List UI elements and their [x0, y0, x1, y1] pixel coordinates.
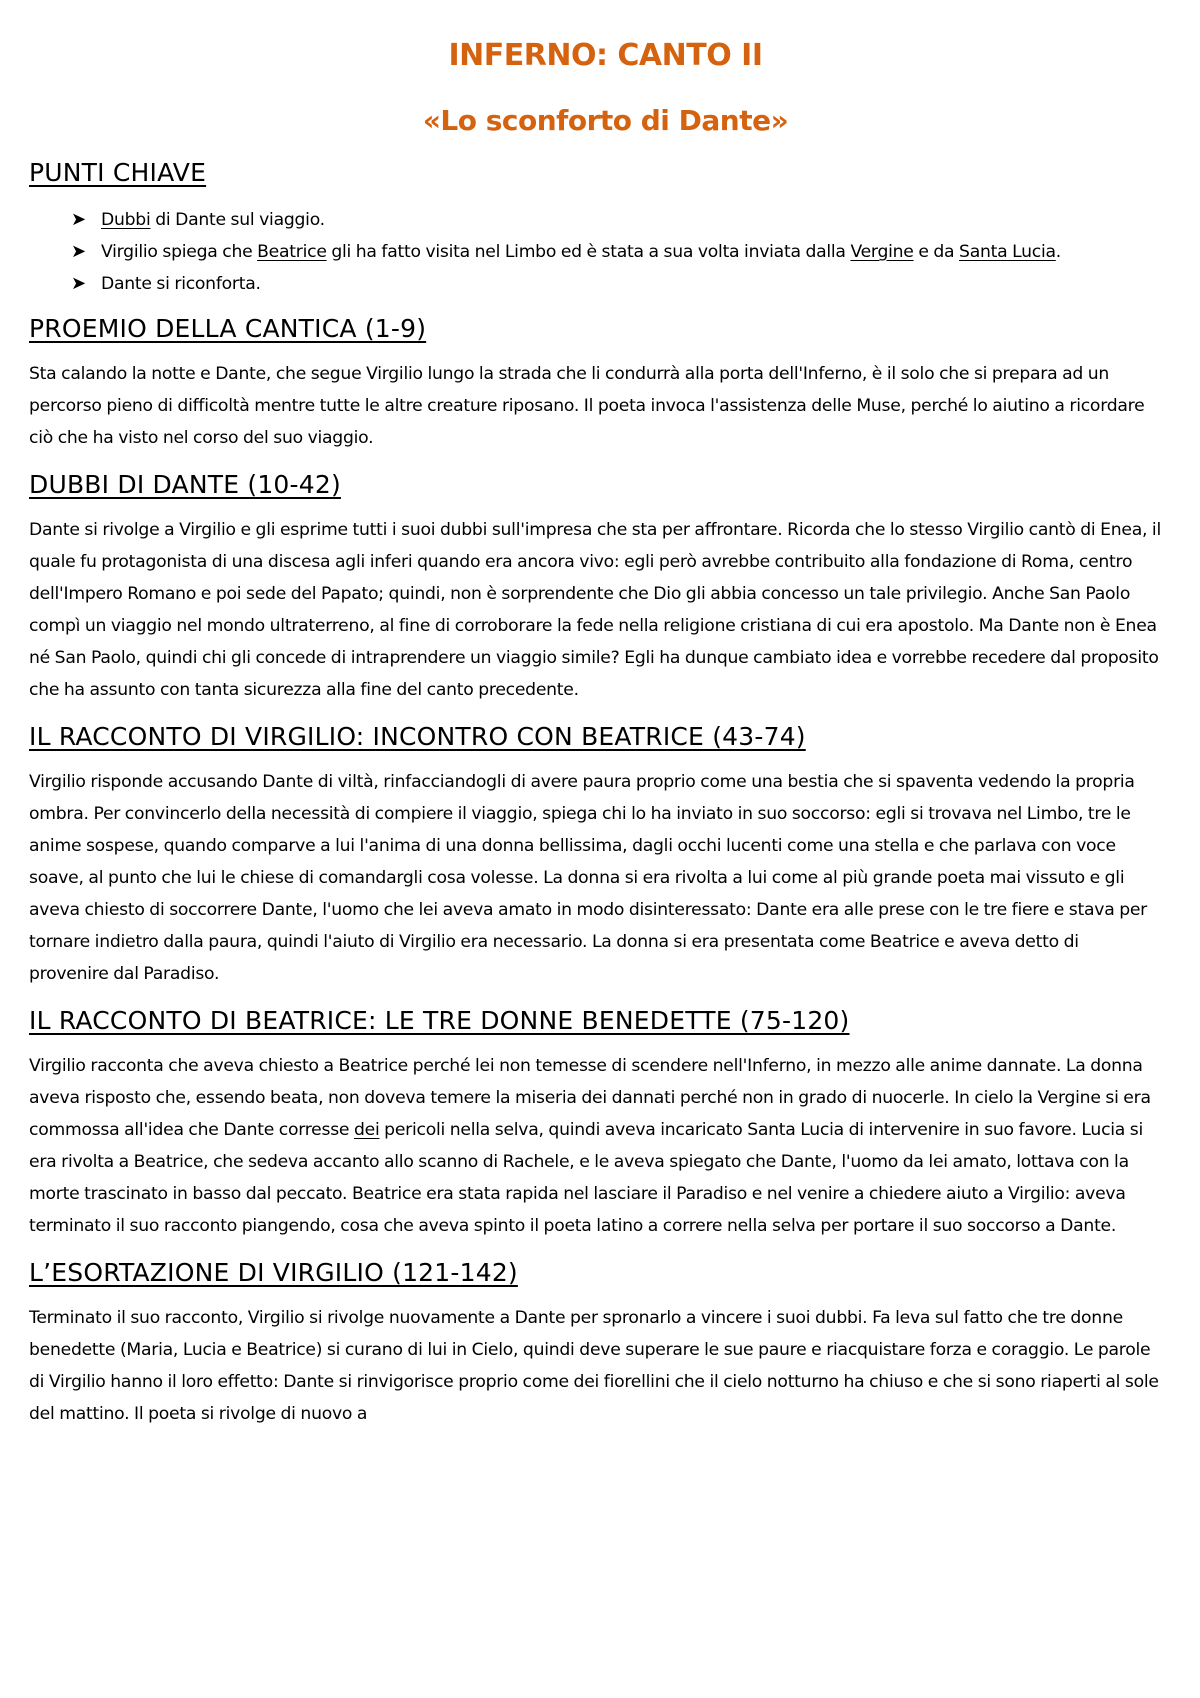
arrow-bullet-icon: ➤: [71, 241, 86, 262]
key-point-item: [71, 268, 1162, 300]
document-subtitle: «Lo sconforto di Dante»: [422, 104, 789, 137]
key-term: Vergine: [850, 242, 914, 262]
section-heading-proemio: PROEMIO DELLA CANTICA (1-9): [29, 314, 427, 343]
key-term: Dubbi: [101, 210, 151, 230]
key-point-text: gli ha fatto visita nel Limbo ed è stata a sua volta inviata dalla: [326, 242, 851, 262]
key-point-item: [71, 204, 1162, 236]
key-points-heading: PUNTI CHIAVE: [29, 158, 207, 187]
document-title: INFERNO: CANTO II: [448, 38, 763, 73]
key-point-text: Dante si riconforta.: [101, 274, 261, 294]
section-text-proemio: Sta calando la notte e Dante, che segue Virgilio lungo la strada che li condurrà alla porta dell'Inferno, è il solo che si prepara ad un percorso pieno di difficoltà mentre tutte le altre creature riposano. Il poeta invoca l'assistenza delle Muse, perché lo aiutino a ricordare ciò che ha visto nel corso del suo viaggio.: [29, 364, 1145, 448]
arrow-bullet-icon: ➤: [71, 209, 86, 230]
section-heading-racconto-virgilio: IL RACCONTO DI VIRGILIO: INCONTRO CON BEATRICE (43-74): [29, 722, 806, 751]
underlined-word: dei: [353, 1120, 380, 1140]
key-point-text: .: [1055, 242, 1061, 262]
paragraph-span: Virgilio racconta che aveva chiesto a Beatrice perché lei non temesse di scendere nell'Inferno, in mezzo alle anime dannate. La donna aveva risposto che, essendo beata, non doveva temere la miseria dei dannati perché non in grado di nuocerle. In cielo la Vergine si era commossa all'idea che Dante corresse: [29, 1056, 1151, 1140]
section-text-esortazione: Terminato il suo racconto, Virgilio si rivolge nuovamente a Dante per spronarlo a vincere i suoi dubbi. Fa leva sul fatto che tre donne benedette (Maria, Lucia e Beatrice) si curano di lui in Cielo, quindi deve superare le sue paure e riacquistare forza e coraggio. Le parole di Virgilio hanno il loro effetto: Dante si rinvigorisce proprio come dei fiorellini che il cielo notturno ha chiuso e che si sono riaperti al sole del mattino. Il poeta si rivolge di nuovo a: [29, 1308, 1159, 1424]
key-term: Beatrice: [257, 242, 327, 262]
key-point-item: [71, 236, 1162, 268]
key-points-list: [29, 204, 1162, 300]
arrow-bullet-icon: ➤: [71, 273, 86, 294]
section-text-racconto-beatrice: [29, 1050, 1162, 1242]
key-point-text: e da: [913, 242, 960, 262]
section-text-dubbi: Dante si rivolge a Virgilio e gli esprime tutti i suoi dubbi sull'impresa che sta per affrontare. Ricorda che lo stesso Virgilio cantò di Enea, il quale fu protagonista di una discesa agli inferi quando era ancora vivo: egli però avrebbe contribuito alla fondazione di Roma, centro dell'Impero Romano e poi sede del Papato; quindi, non è sorprendente che Dio gli abbia concesso un tale privilegio. Anche San Paolo compì un viaggio nel mondo ultraterreno, al fine di corroborare la fede nella religione cristiana di cui era apostolo. Ma Dante non è Enea né San Paolo, quindi chi gli concede di intraprendere un viaggio simile? Egli ha dunque cambiato idea e vorrebbe recedere dal proposito che ha assunto con tanta sicurezza alla fine del canto precedente.: [29, 520, 1161, 700]
section-heading-racconto-beatrice: IL RACCONTO DI BEATRICE: LE TRE DONNE BENEDETTE (75-120): [29, 1006, 850, 1035]
section-heading-dubbi: DUBBI DI DANTE (10-42): [29, 470, 341, 499]
key-point-text: di Dante sul viaggio.: [150, 210, 325, 230]
key-point-text: Virgilio spiega che: [101, 242, 258, 262]
section-heading-esortazione: L’ESORTAZIONE DI VIRGILIO (121-142): [29, 1258, 518, 1287]
section-text-racconto-virgilio: Virgilio risponde accusando Dante di viltà, rinfacciandogli di avere paura proprio come una bestia che si spaventa vedendo la propria ombra. Per convincerlo della necessità di compiere il viaggio, spiega chi lo ha inviato in suo soccorso: egli si trovava nel Limbo, tre le anime sospese, quando comparve a lui l'anima di una donna bellissima, dagli occhi lucenti come una stella e che parlava con voce soave, al punto che lui le chiese di comandargli cosa volesse. La donna si era rivolta a lui come al più grande poeta mai vissuto e gli aveva chiesto di soccorrere Dante, l'uomo che lei aveva amato in modo disinteressato: Dante era alle prese con le tre fiere e stava per tornare indietro dalla paura, quindi l'aiuto di Virgilio era necessario. La donna si era presentata come Beatrice e aveva detto di provenire dal Paradiso.: [29, 772, 1148, 984]
key-term: Santa Lucia: [959, 242, 1056, 262]
paragraph-span: pericoli nella selva, quindi aveva incaricato Santa Lucia di intervenire in suo favore. Lucia si era rivolta a Beatrice, che sedeva accanto allo scanno di Rachele, e le aveva spiegato che Dante, l'uomo da lei amato, lottava con la morte trascinato in basso dal peccato. Beatrice era stata rapida nel lasciare il Paradiso e nel venire a chiedere aiuto a Virgilio: aveva terminato il suo racconto piangendo, cosa che aveva spinto il poeta latino a correre nella selva per portare il suo soccorso a Dante.: [29, 1120, 1144, 1236]
